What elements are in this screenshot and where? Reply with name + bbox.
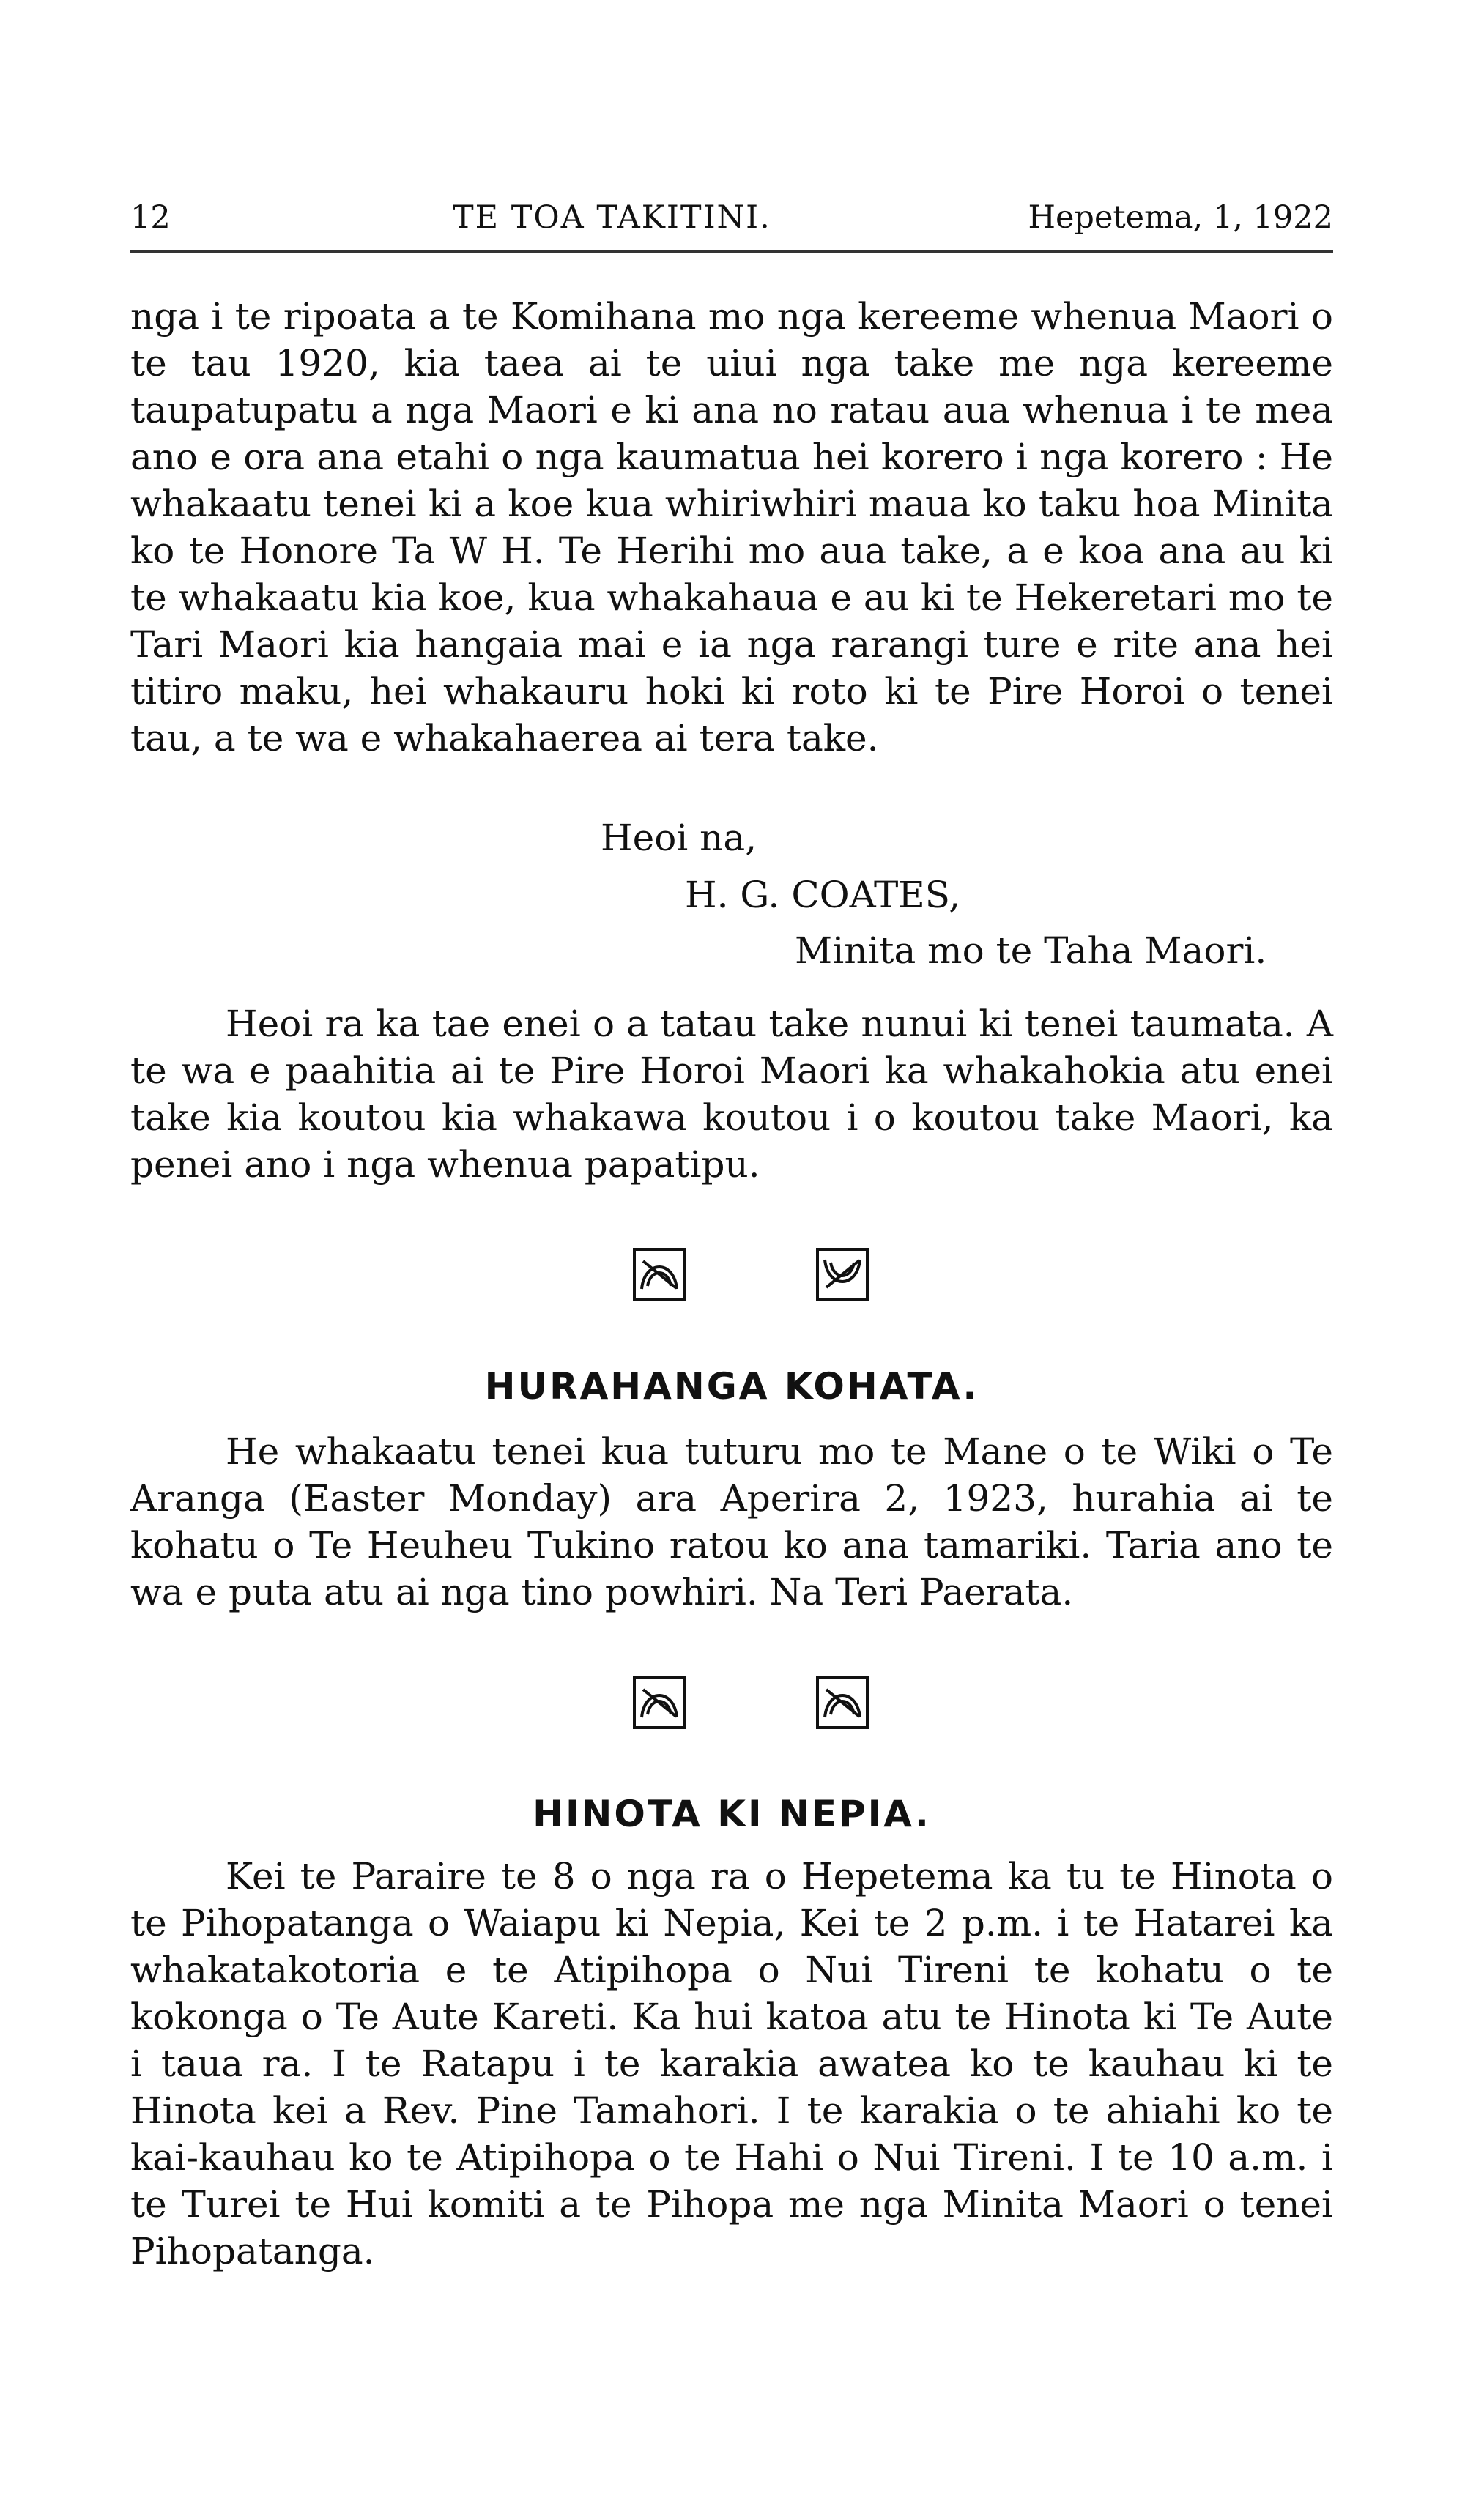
header-rule <box>130 250 1333 253</box>
running-header <box>130 192 1333 243</box>
hinota-block <box>130 1853 1333 2275</box>
letter-closing: Heoi na, <box>601 817 757 859</box>
letter-paragraph: nga i te ripoata a te Komihana mo nga kereeme whenua Maori o te tau 1920, kia taea ai te uiui nga take me nga kereeme taupatupatu a nga Maori e ki ana no ratau aua whenua i te mea ano e ora ana etahi o nga kaumatua hei korero i nga korero : He whakaatu tenei ki a koe kua whiriwhiri maua ko taku hoa Minita ko te Honore Ta W H. Te Herihi mo aua take, a e koa ana au ki te whakaatu kia koe, kua whakahaua e au ki te Hekeretari mo te Tari Maori kia hangaia mai e ia nga rarangi ture e rite ana hei titiro maku, hei whakauru hoki ki roto ki te Pire Horoi o tenei tau, a te wa e whakahaerea ai tera take. <box>130 295 1333 759</box>
ornament-icon <box>630 1673 689 1732</box>
conclusion-block <box>130 1000 1333 1188</box>
signatory-title: Minita mo te Taha Maori. <box>795 929 1267 972</box>
hurahanga-paragraph: He whakaatu tenei kua tuturu mo te Mane o te Wiki o Te Aranga (Easter Monday) ara Aperira 2, 1923, hurahia ai te kohatu o Te Heuheu Tukino ratou ko ana tamariki. Taria ano te wa e puta atu ai nga tino powhiri. Na Teri Paerata. <box>130 1430 1333 1613</box>
letter-body <box>130 293 1333 762</box>
conclusion-paragraph: Heoi ra ka tae enei o a tatau take nunui ki tenei taumata. A te wa e paahitia ai te Pire Horoi Maori ka whakahokia atu enei take kia koutou kia whakawa koutou i o koutou take Maori, ka penei ano i nga whenua papatipu. <box>130 1003 1333 1186</box>
section-heading-hurahanga: HURAHANGA KOHATA. <box>484 1365 979 1408</box>
hinota-paragraph: Kei te Paraire te 8 o nga ra o Hepetema ka tu te Hinota o te Pihopatanga o Waiapu ki Nepia, Kei te 2 p.m. i te Hatarei ka whakatakotoria e te Atipihopa o Nui Tireni te kohatu o te kokonga o Te Aute Kareti. Ka hui katoa atu te Hinota ki Te Aute i taua ra. I te Ratapu i te karakia awatea ko te kauhau ki te Hinota kei a Rev. Pine Tamahori. I te karakia o te ahiahi ko te kai-kauhau ko te Atipihopa o te Hahi o Nui Tireni. I te 10 a.m. i te Turei te Hui komiti a te Pihopa me nga Minita Maori o tenei Pihopatanga. <box>130 1855 1333 2272</box>
section-heading-hinota: HINOTA KI NEPIA. <box>533 1793 931 1835</box>
ornament-icon <box>813 1245 872 1304</box>
ornament-divider <box>630 1673 879 1732</box>
ornament-icon <box>813 1673 872 1732</box>
hurahanga-block <box>130 1428 1333 1616</box>
letter-signatory: H. G. COATES, <box>685 874 961 916</box>
issue-date: Hepetema, 1, 1922 <box>1028 199 1333 236</box>
ornament-icon <box>630 1245 689 1304</box>
ornament-divider <box>630 1245 879 1304</box>
publication-title: TE TOA TAKITINI. <box>453 199 771 236</box>
page-number: 12 <box>130 199 171 236</box>
